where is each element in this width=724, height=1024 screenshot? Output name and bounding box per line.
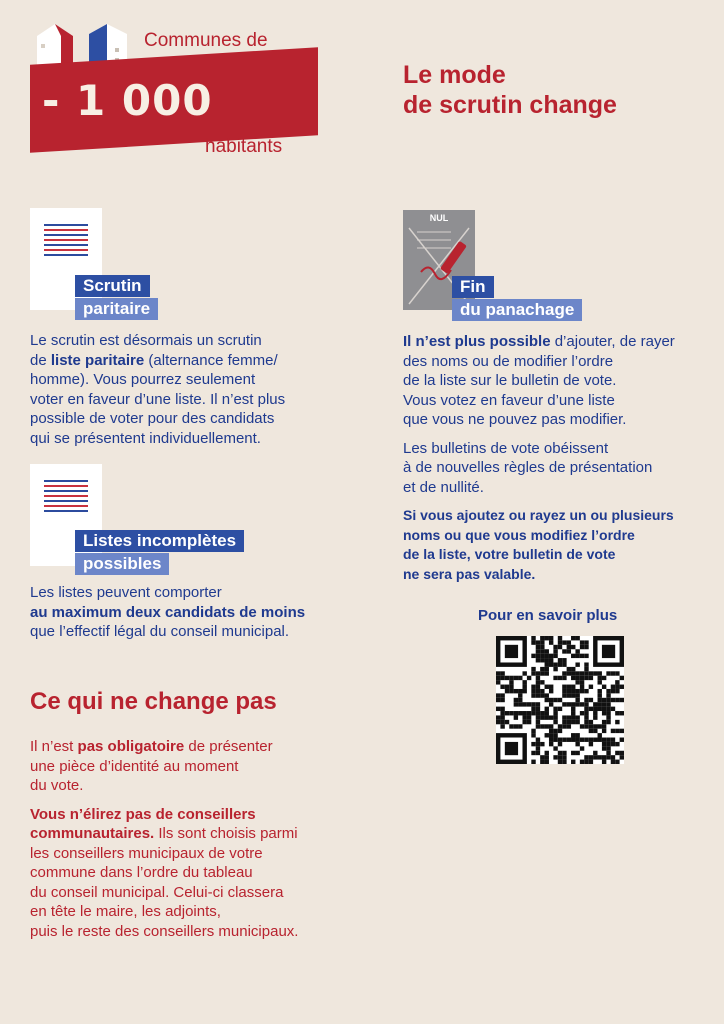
text-line: communautaires. Ils sont choisis parmi: [30, 825, 298, 842]
text-line: noms ou que vous modifiez l’ordre: [403, 526, 635, 543]
text-line: voter en faveur d’une liste. Il n’est plus: [30, 390, 286, 408]
text-line: de la liste, votre bulletin de vote: [403, 546, 616, 562]
text-line: Les bulletins de vote obéissent: [403, 439, 609, 457]
fin-text: [403, 332, 723, 584]
text-line: Vous n’élirez pas de conseillers: [30, 805, 256, 823]
scrutin-tag-1: Scrutin: [75, 275, 150, 297]
habitants-label: habitants: [205, 136, 283, 157]
text-line: et de nullité.: [403, 478, 484, 496]
text-line: les conseillers municipaux de votre: [30, 844, 263, 862]
text-line: du vote.: [30, 777, 84, 794]
headline-line2: de scrutin change: [403, 91, 617, 119]
text-line: Si vous ajoutez ou rayez un ou plusieurs: [403, 507, 674, 523]
listes-tag-2: possibles: [75, 553, 169, 575]
scrutin-text: [30, 331, 360, 448]
text-line: Le scrutin est désormais un scrutin: [30, 332, 262, 349]
section-title: Ce qui ne change pas: [30, 688, 277, 715]
text-line: que vous ne pouvez pas modifier.: [403, 411, 627, 428]
text-line: Il n’est plus possible d’ajouter, de rayer: [403, 333, 675, 350]
text-line: que l’effectif légal du conseil municipal.: [30, 623, 290, 640]
text-line: qui se présentent individuellement.: [30, 429, 261, 447]
text-line: ne sera pas valable.: [403, 565, 536, 582]
headline-line1: Le mode: [403, 61, 506, 89]
listes-tag-1: Listes incomplètes: [75, 530, 244, 552]
text-line: des noms ou de modifier l’ordre: [403, 352, 614, 370]
text-line: puis le reste des conseillers municipaux.: [30, 922, 299, 940]
text-line: en tête le maire, les adjoints,: [30, 903, 221, 920]
text-line: Les listes peuvent comporter: [30, 584, 222, 601]
population-number: - 1 000: [42, 76, 213, 125]
text-line: une pièce d’identité au moment: [30, 757, 239, 775]
ce-qui-text: [30, 737, 370, 941]
text-line: Vous votez en faveur d’une liste: [403, 391, 615, 409]
communes-label: Communes de: [144, 30, 268, 51]
text-line: à de nouvelles règles de présentation: [403, 459, 653, 476]
text-line: de liste paritaire (alternance femme/: [30, 351, 278, 369]
qr-code[interactable]: [496, 636, 624, 764]
fin-tag-1: Fin: [452, 276, 494, 298]
fin-tag-2: du panachage: [452, 299, 582, 321]
text-line: commune dans l’ordre du tableau: [30, 864, 253, 881]
more-info-label[interactable]: Pour en savoir plus: [478, 607, 618, 624]
headline: [403, 60, 617, 120]
text-line: homme). Vous pourrez seulement: [30, 371, 256, 388]
listes-text: [30, 583, 360, 642]
text-line: au maximum deux candidats de moins: [30, 603, 306, 621]
scrutin-tag-2: paritaire: [75, 298, 158, 320]
text-line: possible de voter pour des candidats: [30, 410, 275, 427]
text-line: du conseil municipal. Celui-ci classera: [30, 883, 284, 901]
text-line: Il n’est pas obligatoire de présenter: [30, 738, 273, 755]
nul-label: NUL: [429, 213, 449, 223]
text-line: de la liste sur le bulletin de vote.: [403, 372, 617, 389]
